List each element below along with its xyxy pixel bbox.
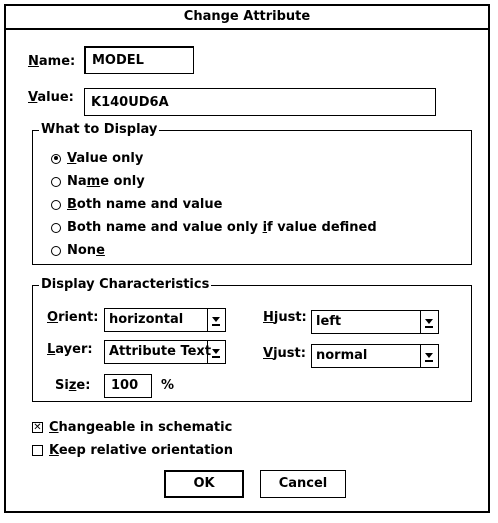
radio-none-label: None (67, 243, 105, 258)
radio-name-only-label: Name only (67, 174, 145, 189)
hjust-label: Hjust: (263, 310, 307, 325)
what-to-display-title: What to Display (41, 122, 158, 137)
radio-unselected-icon (51, 246, 61, 256)
radio-value-only-label: Value only (67, 151, 144, 166)
hjust-value: left (316, 314, 342, 329)
dropdown-arrow-icon (212, 315, 220, 325)
cancel-button[interactable]: Cancel (260, 470, 346, 498)
radio-both-name-value[interactable] (51, 197, 222, 212)
checkbox-checked-icon: ✕ (33, 422, 42, 433)
size-unit: % (161, 378, 175, 393)
keep-relative-label: Keep relative orientation (49, 443, 233, 458)
radio-selected-icon (51, 154, 61, 164)
layer-value: Attribute Text (109, 344, 212, 359)
layer-select[interactable] (104, 340, 226, 364)
change-attribute-dialog (4, 4, 490, 513)
value-input[interactable]: K140UD6A (84, 88, 436, 116)
what-to-display-group (32, 122, 472, 265)
orient-dropdown-arrow[interactable] (207, 309, 225, 331)
hjust-dropdown-arrow[interactable] (420, 311, 438, 333)
radio-unselected-icon (51, 223, 61, 233)
layer-label: Layer: (47, 342, 93, 357)
checkbox-unchecked-icon (32, 445, 43, 456)
display-characteristics-group (32, 277, 472, 402)
dropdown-arrow-icon (425, 317, 433, 327)
ok-button[interactable]: OK (164, 470, 244, 498)
changeable-label: Changeable in schematic (49, 420, 233, 435)
size-input[interactable]: 100 (104, 374, 152, 398)
radio-unselected-icon (51, 200, 61, 210)
layer-dropdown-arrow[interactable] (207, 341, 225, 363)
dialog-title: Change Attribute (6, 6, 488, 30)
orient-label: Orient: (47, 310, 99, 325)
changeable-checkbox[interactable] (32, 420, 232, 435)
vjust-value: normal (316, 348, 368, 363)
radio-both-name-value-label: Both name and value (67, 197, 223, 212)
radio-both-if-defined-label: Both name and value only if value defined (67, 220, 377, 235)
radio-unselected-icon (51, 177, 61, 187)
orient-value: horizontal (109, 312, 184, 327)
display-characteristics-title: Display Characteristics (41, 277, 210, 292)
vjust-select[interactable] (311, 344, 439, 368)
radio-name-only[interactable] (51, 174, 145, 189)
dropdown-arrow-icon (425, 351, 433, 361)
keep-relative-checkbox[interactable] (32, 443, 233, 458)
size-label: Size: (55, 378, 91, 393)
orient-select[interactable] (104, 308, 226, 332)
value-label: Value: (28, 90, 74, 105)
vjust-dropdown-arrow[interactable] (420, 345, 438, 367)
radio-both-if-defined[interactable] (51, 220, 377, 235)
name-label: Name: (28, 54, 76, 69)
radio-none[interactable] (51, 243, 105, 258)
vjust-label: Vjust: (263, 346, 306, 361)
name-input[interactable]: MODEL (84, 46, 194, 74)
radio-value-only[interactable] (51, 151, 143, 166)
dropdown-arrow-icon (212, 347, 220, 357)
hjust-select[interactable] (311, 310, 439, 334)
